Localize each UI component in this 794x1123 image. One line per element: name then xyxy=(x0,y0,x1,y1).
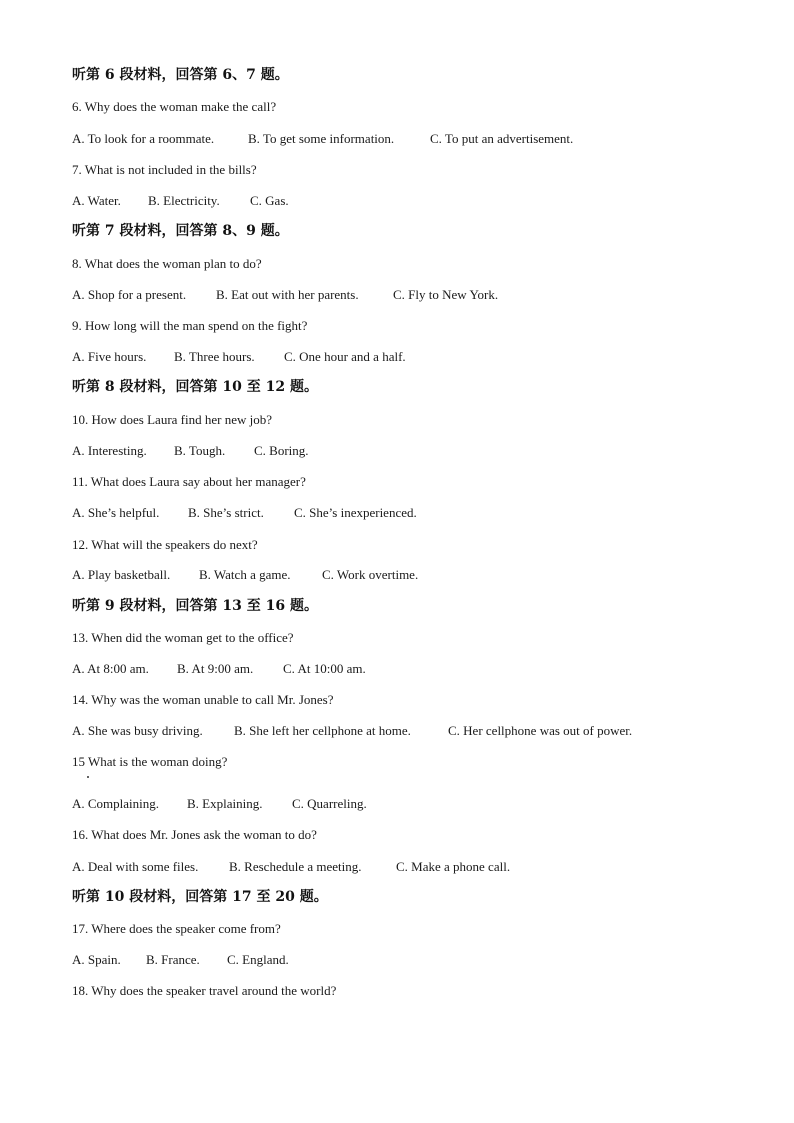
option-9c[interactable]: C. One hour and a half. xyxy=(284,349,406,364)
options-9 xyxy=(72,349,406,365)
question-13: 13. When did the woman get to the office? xyxy=(72,630,294,645)
option-6a[interactable]: A. To look for a roommate. xyxy=(72,131,215,146)
option-7a[interactable]: A. Water. xyxy=(72,193,121,208)
option-17a[interactable]: A. Spain. xyxy=(72,952,121,967)
options-10 xyxy=(72,443,309,459)
option-12a[interactable]: A. Play basketball. xyxy=(72,567,171,582)
options-12 xyxy=(72,567,419,583)
question-16: 16. What does Mr. Jones ask the woman to do? xyxy=(72,827,317,842)
option-11c[interactable]: C. She’s inexperienced. xyxy=(294,505,417,520)
option-15b[interactable]: B. Explaining. xyxy=(187,796,263,811)
option-6b[interactable]: B. To get some information. xyxy=(248,131,395,146)
option-15a[interactable]: A. Complaining. xyxy=(72,796,160,811)
question-7: 7. What is not included in the bills? xyxy=(72,162,257,177)
option-10b[interactable]: B. Tough. xyxy=(174,443,226,458)
option-13c[interactable]: C. At 10:00 am. xyxy=(283,661,366,676)
question-12: 12. What will the speakers do next? xyxy=(72,537,258,552)
option-11b[interactable]: B. She’s strict. xyxy=(188,505,264,520)
option-16b[interactable]: B. Reschedule a meeting. xyxy=(229,859,362,874)
section-heading-10: 听第 10 段材料，回答第 17 至 20 题。 xyxy=(72,889,328,905)
option-10c[interactable]: C. Boring. xyxy=(254,443,309,458)
option-9b[interactable]: B. Three hours. xyxy=(174,349,255,364)
option-11a[interactable]: A. She’s helpful. xyxy=(72,505,160,520)
option-17b[interactable]: B. France. xyxy=(146,952,200,967)
option-14c[interactable]: C. Her cellphone was out of power. xyxy=(448,723,633,738)
question-17: 17. Where does the speaker come from? xyxy=(72,921,281,936)
option-17c[interactable]: C. England. xyxy=(227,952,289,967)
question-14: 14. Why was the woman unable to call Mr. Jones? xyxy=(72,692,334,707)
option-7b[interactable]: B. Electricity. xyxy=(148,193,220,208)
options-13 xyxy=(72,661,366,677)
options-17 xyxy=(72,952,289,968)
option-14a[interactable]: A. She was busy driving. xyxy=(72,723,203,738)
options-15 xyxy=(72,796,367,812)
option-9a[interactable]: A. Five hours. xyxy=(72,349,147,364)
option-12b[interactable]: B. Watch a game. xyxy=(199,567,291,582)
question-15: 15 What is the woman doing? xyxy=(72,754,228,769)
question-6: 6. Why does the woman make the call? xyxy=(72,99,277,114)
options-16 xyxy=(72,859,511,875)
option-13a[interactable]: A. At 8:00 am. xyxy=(72,661,149,676)
options-14 xyxy=(72,723,633,739)
option-12c[interactable]: C. Work overtime. xyxy=(322,567,419,582)
question-18: 18. Why does the speaker travel around the world? xyxy=(72,983,337,998)
question-8: 8. What does the woman plan to do? xyxy=(72,256,262,271)
question-9: 9. How long will the man spend on the fight? xyxy=(72,318,308,333)
section-heading-8: 听第 8 段材料，回答第 10 至 12 题。 xyxy=(72,379,318,395)
option-10a[interactable]: A. Interesting. xyxy=(72,443,147,458)
question-10: 10. How does Laura find her new job? xyxy=(72,412,272,427)
option-15c[interactable]: C. Quarreling. xyxy=(292,796,367,811)
option-16c[interactable]: C. Make a phone call. xyxy=(396,859,511,874)
options-6 xyxy=(72,131,574,147)
section-heading-9: 听第 9 段材料，回答第 13 至 16 题。 xyxy=(72,598,318,614)
option-16a[interactable]: A. Deal with some files. xyxy=(72,859,199,874)
option-13b[interactable]: B. At 9:00 am. xyxy=(177,661,254,676)
options-7 xyxy=(72,193,289,209)
option-8b[interactable]: B. Eat out with her parents. xyxy=(216,287,359,302)
section-heading-6: 听第 6 段材料，回答第 6、7 题。 xyxy=(72,67,289,83)
question-11: 11. What does Laura say about her manager? xyxy=(72,474,306,489)
option-6c[interactable]: C. To put an advertisement. xyxy=(430,131,574,146)
options-11 xyxy=(72,505,417,521)
option-14b[interactable]: B. She left her cellphone at home. xyxy=(234,723,411,738)
stray-dot-mark xyxy=(87,776,89,778)
option-8c[interactable]: C. Fly to New York. xyxy=(393,287,499,302)
option-8a[interactable]: A. Shop for a present. xyxy=(72,287,187,302)
option-7c[interactable]: C. Gas. xyxy=(250,193,289,208)
section-heading-7: 听第 7 段材料，回答第 8、9 题。 xyxy=(72,223,289,239)
options-8 xyxy=(72,287,499,303)
